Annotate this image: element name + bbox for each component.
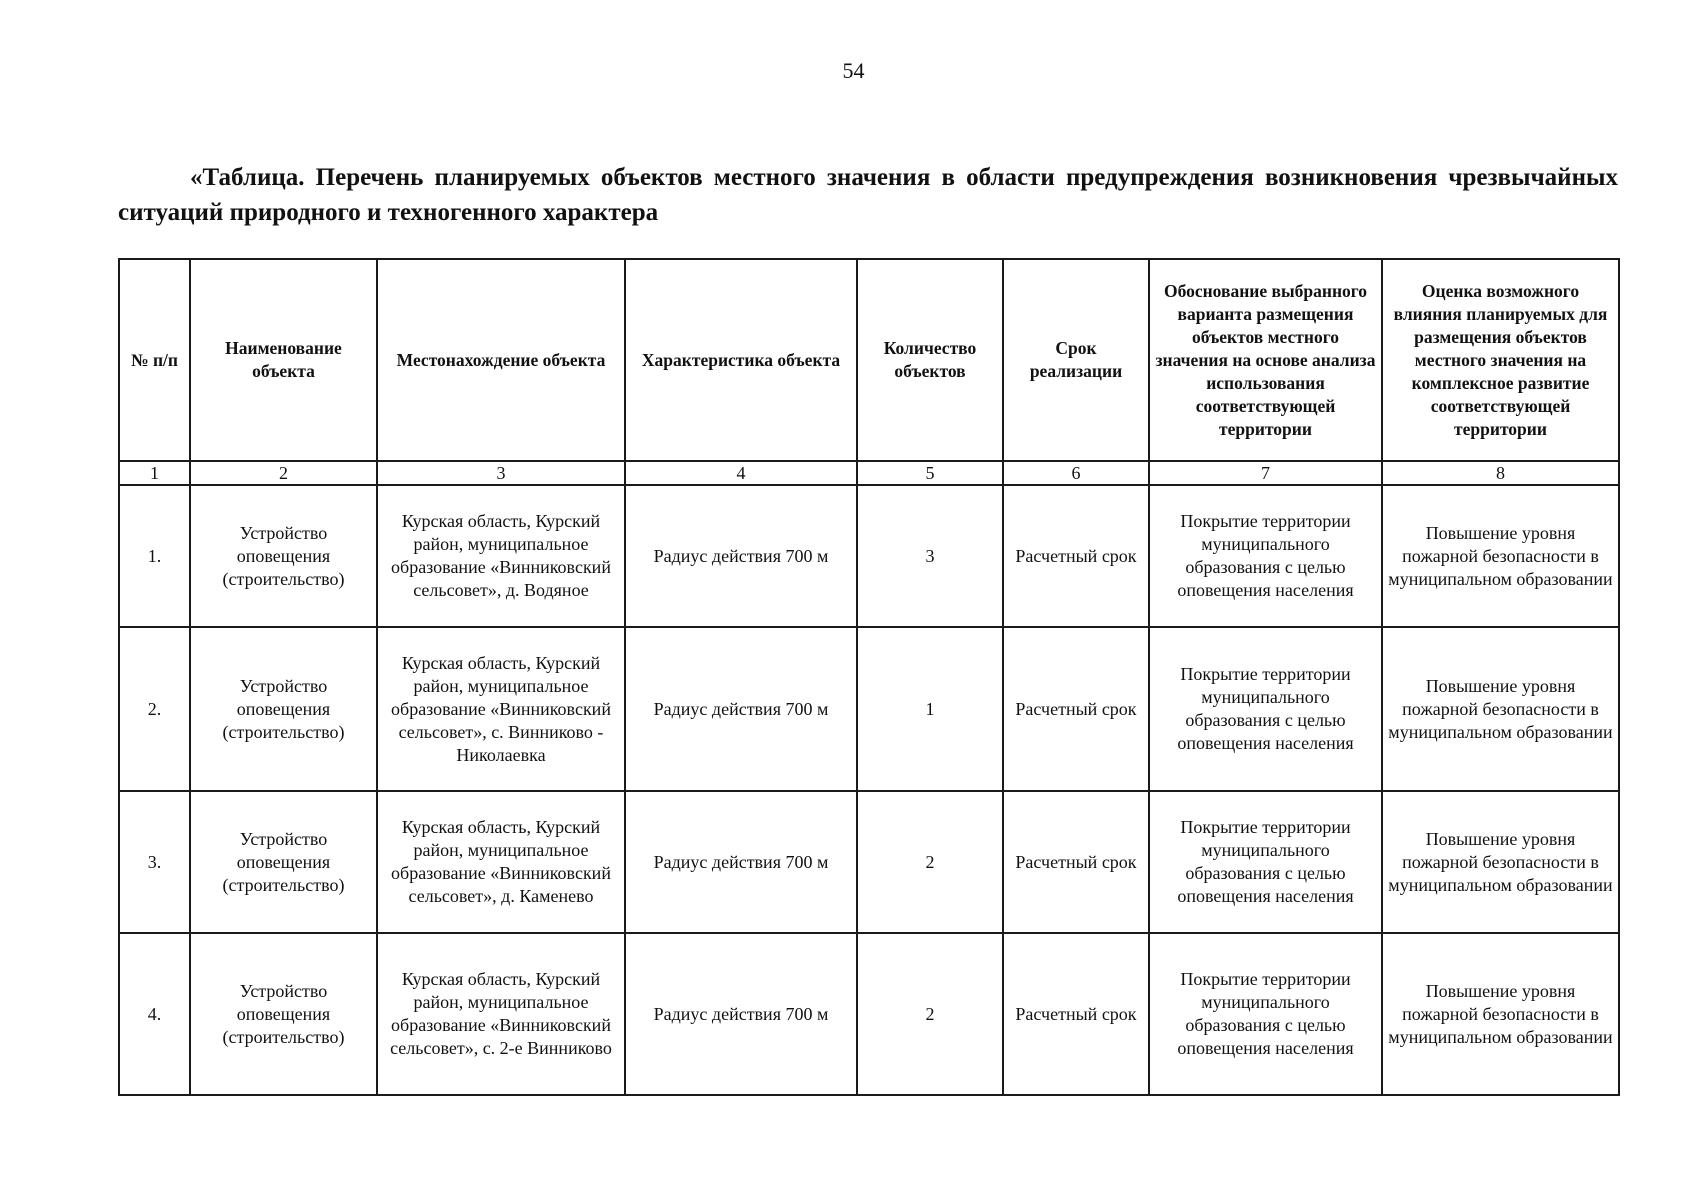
cell-justification: Покрытие территории муниципального образования с целью оповещения населения xyxy=(1149,485,1382,627)
table-row xyxy=(119,485,1619,627)
column-number: 4 xyxy=(625,461,857,485)
column-number-row xyxy=(119,461,1619,485)
table-row xyxy=(119,791,1619,933)
cell-impact: Повышение уровня пожарной безопасности в муниципальном образовании xyxy=(1382,627,1619,791)
objects-table xyxy=(118,258,1620,1096)
cell-number: 3. xyxy=(119,791,190,933)
cell-object-name: Устройство оповещения (строительство) xyxy=(190,933,377,1095)
cell-justification: Покрытие территории муниципального образования с целью оповещения населения xyxy=(1149,627,1382,791)
cell-justification: Покрытие территории муниципального образования с целью оповещения населения xyxy=(1149,933,1382,1095)
header-object-name: Наименование объекта xyxy=(190,259,377,461)
column-number: 6 xyxy=(1003,461,1149,485)
cell-location: Курская область, Курский район, муниципальное образование «Винниковский сельсовет», с. 2-е Винниково xyxy=(377,933,625,1095)
cell-characteristic: Радиус действия 700 м xyxy=(625,627,857,791)
cell-count: 1 xyxy=(857,627,1003,791)
cell-term: Расчетный срок xyxy=(1003,933,1149,1095)
cell-location: Курская область, Курский район, муниципальное образование «Винниковский сельсовет», д. Каменево xyxy=(377,791,625,933)
cell-term: Расчетный срок xyxy=(1003,627,1149,791)
cell-object-name: Устройство оповещения (строительство) xyxy=(190,485,377,627)
table-row xyxy=(119,627,1619,791)
cell-count: 2 xyxy=(857,933,1003,1095)
header-impact: Оценка возможного влияния планируемых для размещения объектов местного значения на комплексное развитие соответствующей территории xyxy=(1382,259,1619,461)
page-number: 54 xyxy=(842,58,865,83)
table-header-row xyxy=(119,259,1619,461)
header-number: № п/п xyxy=(119,259,190,461)
cell-object-name: Устройство оповещения (строительство) xyxy=(190,791,377,933)
header-characteristic: Характеристика объекта xyxy=(625,259,857,461)
column-number: 8 xyxy=(1382,461,1619,485)
column-number: 3 xyxy=(377,461,625,485)
cell-impact: Повышение уровня пожарной безопасности в муниципальном образовании xyxy=(1382,791,1619,933)
cell-term: Расчетный срок xyxy=(1003,791,1149,933)
column-number: 2 xyxy=(190,461,377,485)
cell-characteristic: Радиус действия 700 м xyxy=(625,933,857,1095)
header-term: Срок реализации xyxy=(1003,259,1149,461)
cell-location: Курская область, Курский район, муниципальное образование «Винниковский сельсовет», д. Водяное xyxy=(377,485,625,627)
cell-count: 2 xyxy=(857,791,1003,933)
column-number: 5 xyxy=(857,461,1003,485)
table-row xyxy=(119,933,1619,1095)
objects-table-container xyxy=(118,258,1618,1096)
cell-count: 3 xyxy=(857,485,1003,627)
cell-number: 2. xyxy=(119,627,190,791)
column-number: 1 xyxy=(119,461,190,485)
cell-impact: Повышение уровня пожарной безопасности в муниципальном образовании xyxy=(1382,485,1619,627)
cell-impact: Повышение уровня пожарной безопасности в муниципальном образовании xyxy=(1382,933,1619,1095)
header-count: Количество объектов xyxy=(857,259,1003,461)
cell-location: Курская область, Курский район, муниципальное образование «Винниковский сельсовет», с. Винниково - Николаевка xyxy=(377,627,625,791)
cell-characteristic: Радиус действия 700 м xyxy=(625,485,857,627)
cell-number: 4. xyxy=(119,933,190,1095)
header-justification: Обоснование выбранного варианта размещения объектов местного значения на основе анализа использования соответствующей территории xyxy=(1149,259,1382,461)
cell-justification: Покрытие территории муниципального образования с целью оповещения населения xyxy=(1149,791,1382,933)
column-number: 7 xyxy=(1149,461,1382,485)
header-location: Местонахождение объекта xyxy=(377,259,625,461)
cell-term: Расчетный срок xyxy=(1003,485,1149,627)
cell-object-name: Устройство оповещения (строительство) xyxy=(190,627,377,791)
table-title: «Таблица. Перечень планируемых объектов местного значения в области предупреждения возникновения чрезвычайных ситуаций природного и техногенного характера xyxy=(118,164,1618,226)
cell-number: 1. xyxy=(119,485,190,627)
cell-characteristic: Радиус действия 700 м xyxy=(625,791,857,933)
